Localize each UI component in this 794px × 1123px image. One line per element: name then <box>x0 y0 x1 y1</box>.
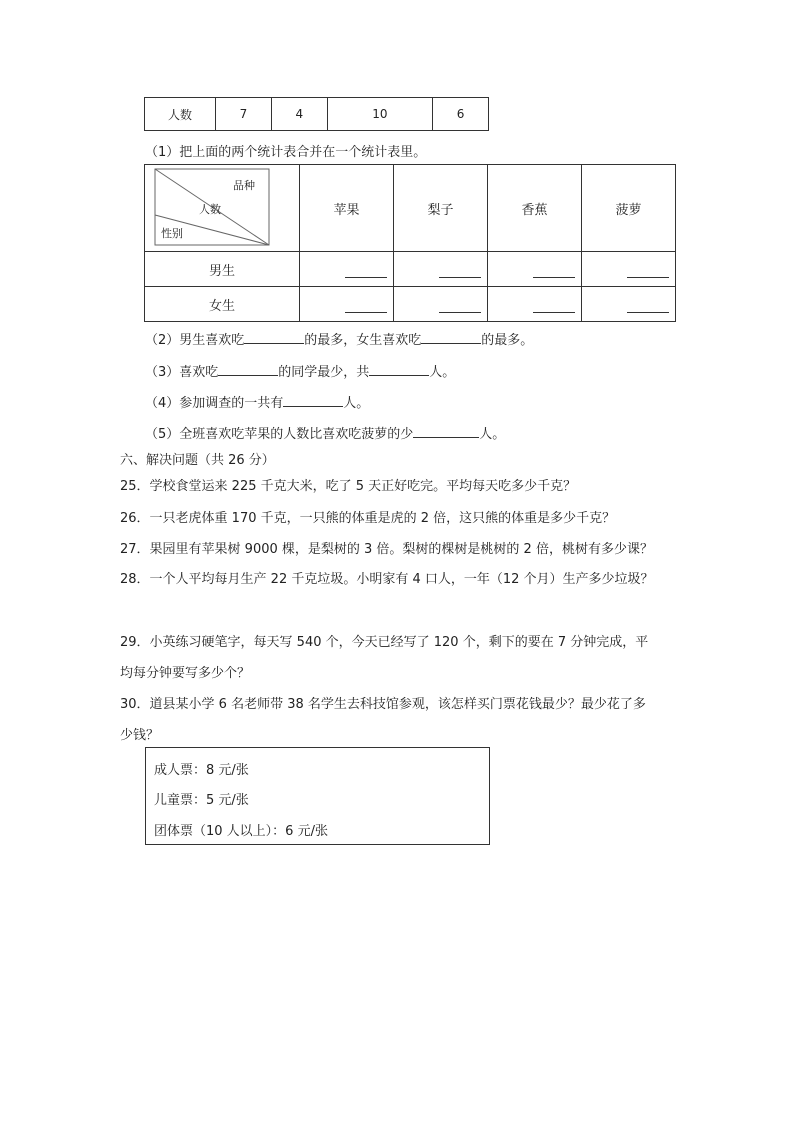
answer-blank[interactable] <box>244 331 304 344</box>
answer-blank[interactable] <box>300 287 394 322</box>
column-header: 梨子 <box>394 165 488 252</box>
diagonal-header-cell <box>145 165 300 252</box>
answer-blank[interactable] <box>218 363 278 376</box>
problem-30-line1: 30．道县某小学 6 名老师带 38 名学生去科技馆参观，该怎样买门票花钱最少？最少花了多 <box>120 697 646 712</box>
problem-30-line2: 少钱？ <box>120 728 160 743</box>
answer-blank[interactable] <box>394 252 488 287</box>
adult-ticket-price: 成人票：8 元/张 <box>154 763 249 778</box>
corner-label-variety: 品种 <box>233 179 255 192</box>
table-cell: 6 <box>433 98 489 131</box>
answer-blank[interactable] <box>488 287 582 322</box>
question-1-instruction: （1）把上面的两个统计表合并在一个统计表里。 <box>145 145 427 160</box>
section-heading: 六、解决问题（共 26 分） <box>120 453 275 468</box>
answer-blank[interactable] <box>369 363 429 376</box>
problem-28: 28．一个人平均每月生产 22 千克垃圾。小明家有 4 口人，一年（12 个月）生产多少垃圾？ <box>120 572 654 587</box>
problem-27: 27．果园里有苹果树 9000 棵，是梨树的 3 倍。梨树的棵树是桃树的 2 倍，桃树有多少课？ <box>120 542 653 557</box>
row-header: 女生 <box>145 287 300 322</box>
row-label: 人数 <box>145 98 216 131</box>
ticket-price-box <box>145 747 490 845</box>
problem-25: 25．学校食堂运来 225 千克大米，吃了 5 天正好吃完。平均每天吃多少千克？ <box>120 479 577 494</box>
table-cell: 10 <box>327 98 432 131</box>
table-cell: 4 <box>271 98 327 131</box>
answer-blank[interactable] <box>582 287 676 322</box>
corner-label-count: 人数 <box>199 203 221 216</box>
question-2: （2）男生喜欢吃 的最多，女生喜欢吃 的最多。 <box>145 333 534 348</box>
answer-blank[interactable] <box>421 331 481 344</box>
answer-blank[interactable] <box>488 252 582 287</box>
column-header: 菠萝 <box>582 165 676 252</box>
table-people-count <box>144 97 489 131</box>
question-3: （3）喜欢吃 的同学最少，共 人。 <box>145 365 456 380</box>
answer-blank[interactable] <box>300 252 394 287</box>
table-cell: 7 <box>216 98 272 131</box>
row-header: 男生 <box>145 252 300 287</box>
problem-26: 26．一只老虎体重 170 千克，一只熊的体重是虎的 2 倍，这只熊的体重是多少千克？ <box>120 511 616 526</box>
corner-label-gender: 性别 <box>161 227 183 240</box>
problem-29-line1: 29．小英练习硬笔字，每天写 540 个，今天已经写了 120 个，剩下的要在 7 分钟完成，平 <box>120 635 649 650</box>
column-header: 香蕉 <box>488 165 582 252</box>
child-ticket-price: 儿童票：5 元/张 <box>154 793 249 808</box>
answer-blank[interactable] <box>582 252 676 287</box>
answer-blank[interactable] <box>413 425 479 438</box>
combined-statistics-table <box>144 164 676 322</box>
column-header: 苹果 <box>300 165 394 252</box>
answer-blank[interactable] <box>283 394 343 407</box>
problem-29-line2: 均每分钟要写多少个？ <box>120 666 251 681</box>
group-ticket-price: 团体票（10 人以上）：6 元/张 <box>154 824 328 839</box>
answer-blank[interactable] <box>394 287 488 322</box>
question-4: （4）参加调查的一共有 人。 <box>145 396 370 411</box>
question-5: （5）全班喜欢吃苹果的人数比喜欢吃菠萝的少 人。 <box>145 427 506 442</box>
